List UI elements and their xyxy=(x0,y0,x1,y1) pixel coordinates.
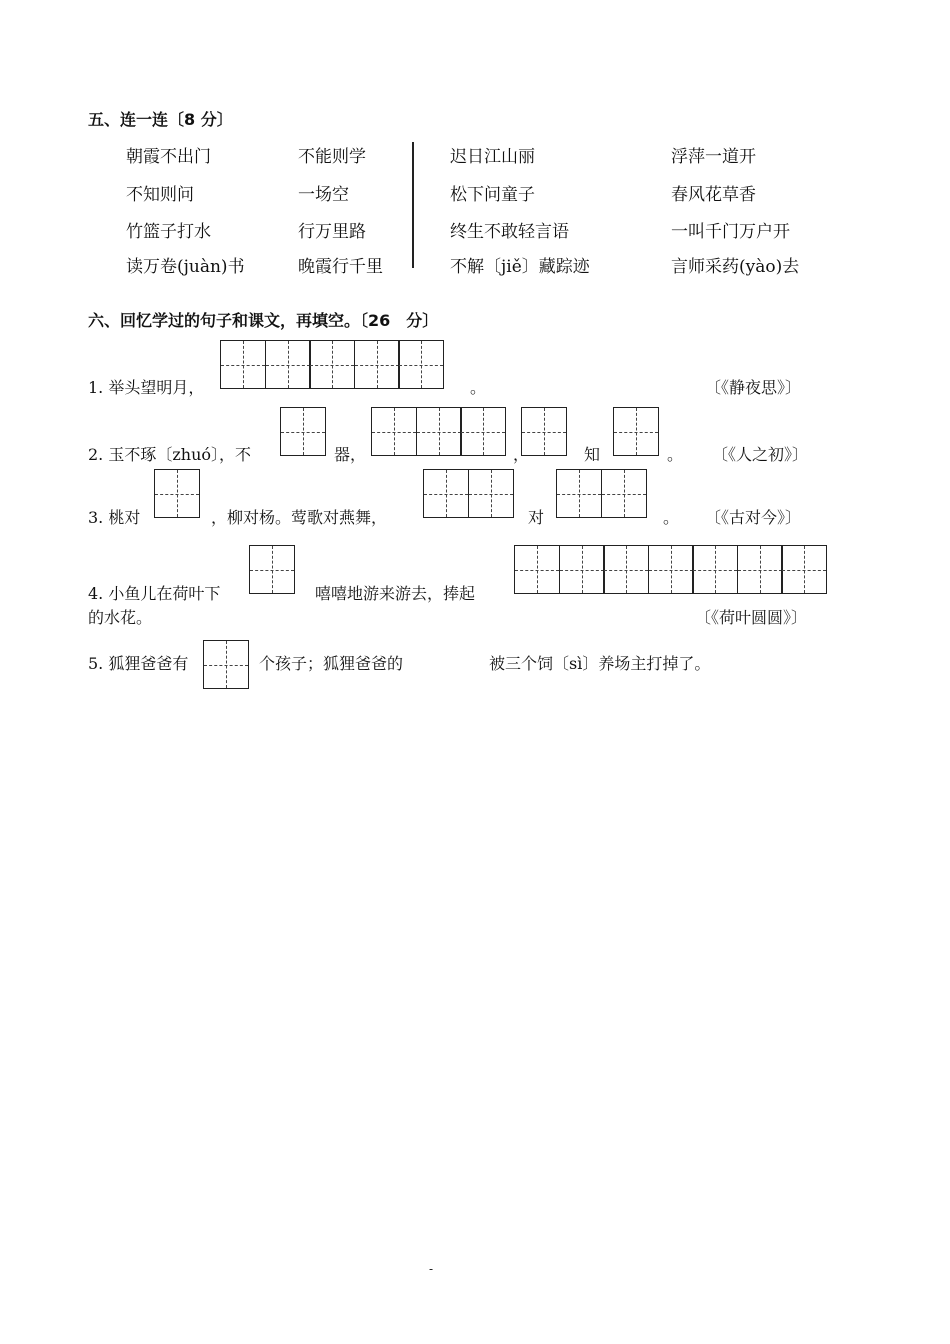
writing-cell[interactable] xyxy=(249,545,295,594)
q5-prefix: 5. 狐狸爸爸有 xyxy=(88,654,189,673)
writing-cell[interactable] xyxy=(280,407,326,456)
q3-answer-grid-2[interactable] xyxy=(423,469,514,518)
section-6-title: 六、回忆学过的句子和课文，再填空。〔26 分〕 xyxy=(88,311,439,330)
q2-end: 。 xyxy=(667,445,684,464)
column-divider xyxy=(412,142,414,268)
match-col1-item: 不知则问 xyxy=(126,185,194,205)
writing-cell[interactable] xyxy=(265,340,311,389)
writing-cell[interactable] xyxy=(601,469,647,518)
match-col4-item: 浮萍一道开 xyxy=(671,147,756,167)
writing-cell[interactable] xyxy=(354,340,400,389)
footer-mark: - xyxy=(429,1262,434,1276)
q3-mid2: 对 xyxy=(528,508,545,527)
writing-cell[interactable] xyxy=(613,407,659,456)
q2-source: 〔《人之初》〕 xyxy=(712,445,809,464)
match-col4-item: 言师采药(yào)去 xyxy=(671,257,800,277)
match-col2-item: 不能则学 xyxy=(298,147,366,167)
q2-answer-grid-4[interactable] xyxy=(613,407,659,456)
writing-cell[interactable] xyxy=(398,340,444,389)
match-col1-item: 读万卷(juàn)书 xyxy=(126,257,245,277)
q2-prefix: 2. 玉不琢〔zhuó〕，不 xyxy=(88,445,252,464)
writing-cell[interactable] xyxy=(521,407,567,456)
q3-prefix: 3. 桃对 xyxy=(88,508,141,527)
q5-mid1: 个孩子；狐狸爸爸的 xyxy=(259,654,404,673)
writing-cell[interactable] xyxy=(220,340,266,389)
q4-line2: 的水花。 xyxy=(88,608,153,627)
q3-mid1: ，柳对杨。莺歌对燕舞， xyxy=(211,508,388,527)
q4-source: 〔《荷叶圆圆》〕 xyxy=(695,608,808,627)
q2-answer-grid-1[interactable] xyxy=(280,407,326,456)
writing-cell[interactable] xyxy=(416,407,462,456)
q2-mid3: 知 xyxy=(584,445,601,464)
match-col3-item: 迟日江山丽 xyxy=(450,147,535,167)
match-col3-item: 不解〔jiě〕藏踪迹 xyxy=(450,257,590,277)
q4-prefix: 4. 小鱼儿在荷叶下 xyxy=(88,584,221,603)
q1-answer-grid[interactable] xyxy=(220,340,444,389)
q3-answer-grid-3[interactable] xyxy=(556,469,647,518)
q1-source: 〔《静夜思》〕 xyxy=(705,378,802,397)
q5-answer-grid[interactable] xyxy=(203,640,249,689)
q3-end: 。 xyxy=(663,508,680,527)
writing-cell[interactable] xyxy=(309,340,355,389)
q4-answer-grid-2[interactable] xyxy=(514,545,827,594)
match-col1-item: 朝霞不出门 xyxy=(126,147,211,167)
q2-mid2: ， xyxy=(513,445,530,464)
match-col4-item: 春风花草香 xyxy=(671,185,756,205)
match-col4-item: 一叫千门万户开 xyxy=(671,222,790,242)
writing-cell[interactable] xyxy=(371,407,417,456)
match-col2-item: 行万里路 xyxy=(298,222,366,242)
writing-cell[interactable] xyxy=(603,545,649,594)
writing-cell[interactable] xyxy=(203,640,249,689)
q1-end: 。 xyxy=(470,378,487,397)
writing-cell[interactable] xyxy=(154,469,200,518)
section-5-title: 五、连一连〔8 分〕 xyxy=(88,110,233,129)
q2-answer-grid-2[interactable] xyxy=(371,407,506,456)
match-col1-item: 竹篮子打水 xyxy=(126,222,211,242)
match-col3-item: 终生不敢轻言语 xyxy=(450,222,569,242)
writing-cell[interactable] xyxy=(460,407,506,456)
writing-cell[interactable] xyxy=(556,469,602,518)
writing-cell[interactable] xyxy=(468,469,514,518)
writing-cell[interactable] xyxy=(423,469,469,518)
writing-cell[interactable] xyxy=(514,545,560,594)
writing-cell[interactable] xyxy=(781,545,827,594)
writing-cell[interactable] xyxy=(648,545,694,594)
writing-cell[interactable] xyxy=(692,545,738,594)
match-col2-item: 晚霞行千里 xyxy=(298,257,383,277)
q3-source: 〔《古对今》〕 xyxy=(705,508,802,527)
match-col3-item: 松下问童子 xyxy=(450,185,535,205)
match-col2-item: 一场空 xyxy=(298,185,349,205)
q5-mid2: 被三个饲〔sì〕养场主打掉了。 xyxy=(489,654,711,673)
q2-answer-grid-3[interactable] xyxy=(521,407,567,456)
q1-prefix: 1. 举头望明月， xyxy=(88,378,205,397)
q4-mid1: 嘻嘻地游来游去，捧起 xyxy=(315,584,476,603)
q3-answer-grid-1[interactable] xyxy=(154,469,200,518)
q2-mid1: 器， xyxy=(334,445,367,464)
writing-cell[interactable] xyxy=(559,545,605,594)
writing-cell[interactable] xyxy=(737,545,783,594)
q4-answer-grid-1[interactable] xyxy=(249,545,295,594)
